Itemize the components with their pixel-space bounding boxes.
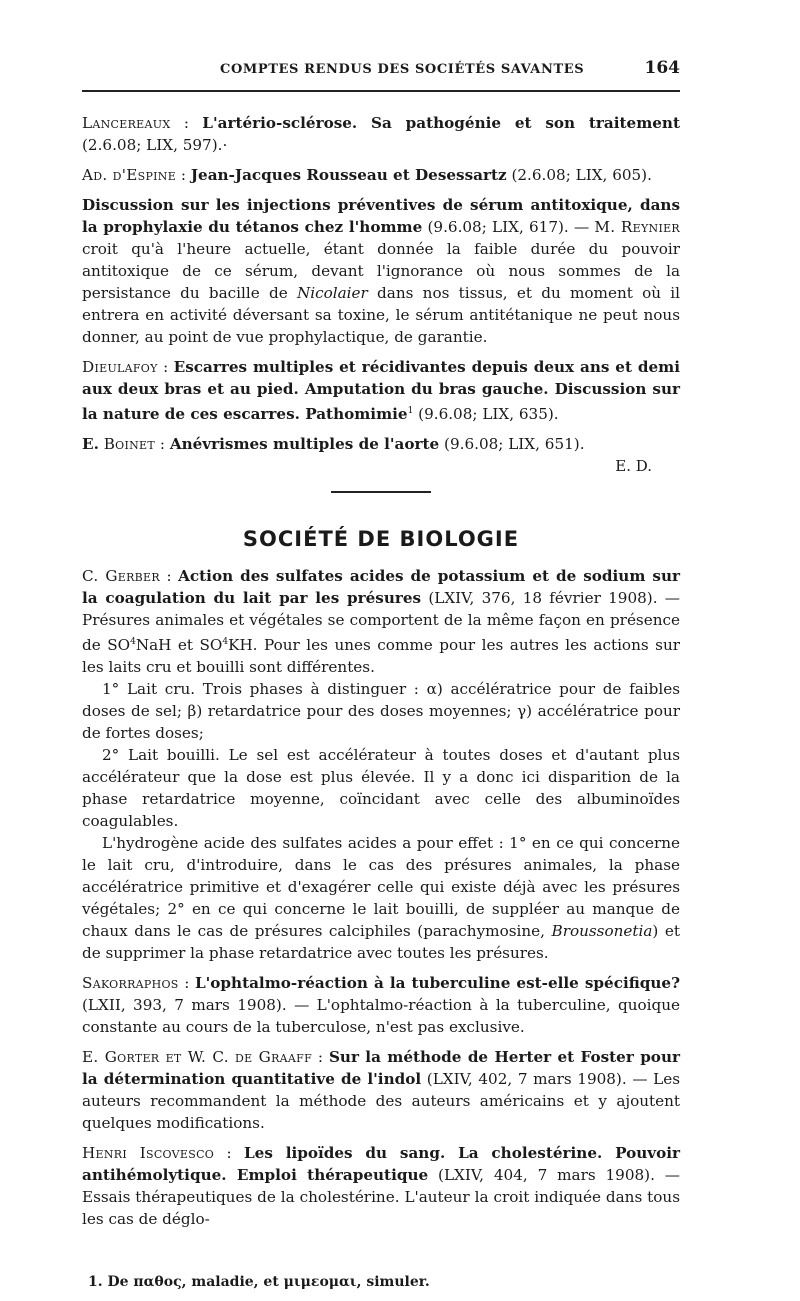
entry-ref: NaH et SO — [135, 636, 223, 655]
entry-ref: (2.6.08; LIX, 597).· — [82, 136, 228, 154]
entry-author: E. Gorter et W. C. de Graaff — [82, 1048, 313, 1067]
paragraph-lait-cru: 1° Lait cru. Trois phases à distinguer : α) accélératrice pour de faibles doses de sel; β) retardatrice pour des doses moyennes; γ) accélératrice pour de fortes doses; — [82, 680, 680, 743]
entry-title: Escarres multiples et récidivantes depuis deux ans et demi aux deux bras et au pied. Amputation du bras gauche. Discussion sur la nature de ces escarres. Pathomimie — [82, 358, 680, 424]
entry-iscovesco: Henri Iscovesco : Les lipoïdes du sang. La cholestérine. Pouvoir antihémolytique. Emploi thérapeutique (LXIV, 404, 7 mars 1908). — Essais thérapeutiques de la cholestérine. L'auteur la croit indiquée dans tous les cas de déglo- — [82, 1144, 681, 1229]
entry-body: croit qu'à l'heure actuelle, étant donnée la faible durée du pouvoir antitoxique de ce sérum, devant l'ignorance où nous sommes de la persistance du bacille de — [82, 240, 680, 302]
entry-author: Henri Iscovesco — [82, 1144, 215, 1163]
paragraph-italic: Broussonetia — [551, 922, 653, 941]
entry-prefix: E. — [82, 435, 99, 454]
entry-title: Action des sulfates acides de potassium et de sodium sur la coagulation du lait par les présures — [82, 567, 680, 608]
entry-author: M. Reynier — [594, 218, 681, 236]
entry-gorter: E. Gorter et W. C. de Graaff : Sur la méthode de Herter et Foster pour la détermination quantitative de l'indol (LXIV, 402, 7 mars 1908). — Les auteurs recommandent la méthode des auteurs américains et y ajoutent quelques modifications. — [82, 1048, 681, 1133]
entry-title: L'artério-sclérose. Sa pathogénie et son traitement — [202, 114, 680, 132]
section-divider — [331, 491, 431, 493]
entry-author: Ad. d'Espine — [82, 166, 177, 184]
footnote-mark[interactable]: 1 — [407, 406, 414, 416]
entry-lancereaux: Lancereaux : L'artério-sclérose. Sa pathogénie et son traitement (2.6.08; LIX, 597).· — [82, 114, 680, 154]
entry-ref: (LXIV, 404, 7 mars 1908). — Essais thérapeutiques de la cholestérine. L'auteur la croit indiquée dans tous les cas de déglo- — [82, 1166, 680, 1229]
section-title: SOCIÉTÉ DE BIOLOGIE — [242, 527, 520, 552]
entry-ref: (2.6.08; LIX, 605). — [506, 166, 652, 184]
paragraph-text: ) et de supprimer la phase retardatrice avec toutes les présures. — [82, 922, 680, 963]
entry-ref: (9.6.08; LIX, 635). — [413, 405, 559, 424]
paragraph-text: L'hydrogène acide des sulfates acides a pour effet : 1° en ce qui concerne le lait cru, d'introduire, dans le cas des présures animales, la phase accélératrice primitive et d'exagérer celle qui existe déjà avec les présures végétales; 2° en ce qui concerne le lait bouilli, de suppléer au manque de chaux dans le cas de présures calciphiles (parachymosine, — [82, 834, 680, 941]
entry-title: Les lipoïdes du sang. La cholestérine. Pouvoir antihémolytique. Emploi thérapeutique — [82, 1144, 681, 1185]
entry-ref: (LXIV, 402, 7 mars 1908). — Les auteurs recommandent la méthode des auteurs américains et y ajoutent quelques modifications. — [82, 1070, 681, 1133]
entry-author: Boinet — [103, 435, 156, 454]
entry-gerber: C. Gerber : Action des sulfates acides de potassium et de sodium sur la coagulation du lait par les présures (LXIV, 376, 18 février 1908). — Présures animales et végétales se comportent de la même façon en présence de $SO^4NaH$ et $SO^4KH$. Pour les unes comme pour les autres les actions sur les laits cru et bouilli sont différentes. — [82, 567, 680, 677]
running-title: COMPTES RENDUS DES SOCIÉTÉS SAVANTES — [220, 62, 585, 77]
entry-title: Discussion sur les injections préventives de sérum antitoxique, dans la prophylaxie du tétanos chez l'homme — [82, 196, 680, 236]
entry-espine: Ad. d'Espine : Jean-Jacques Rousseau et Desessartz (2.6.08; LIX, 605). — [82, 166, 652, 184]
header-rule — [82, 90, 680, 92]
entry-italic: Nicolaier — [296, 284, 368, 302]
entry-boinet: E. Boinet : Anévrismes multiples de l'aorte (9.6.08; LIX, 651). — [82, 435, 585, 454]
page — [82, 58, 680, 1290]
entry-title: Anévrismes multiples de l'aorte — [169, 435, 440, 454]
footnote: 1. De παθος, maladie, et μιμεομαι, simuler. — [88, 1274, 430, 1291]
entry-ref: (LXII, 393, 7 mars 1908). — L'ophtalmo-réaction à la tuberculine, quoique constante au cours de la tuberculose, n'est pas exclusive. — [82, 996, 680, 1037]
entry-ref: (9.6.08; LIX, 651). — [439, 435, 585, 454]
entry-author: Dieulafoy — [82, 358, 158, 376]
entry-discussion — [82, 194, 680, 348]
entry-ref: KH. Pour les unes comme pour les autres les actions sur les laits cru et bouilli sont différentes. — [82, 636, 680, 677]
entry-author: C. Gerber — [82, 567, 160, 586]
signature: E. D. — [615, 457, 652, 476]
entry-title: Jean-Jacques Rousseau et Desessartz — [190, 166, 507, 184]
entry-dieulafoy: Dieulafoy : Escarres multiples et récidivantes depuis deux ans et demi aux deux bras et au pied. Amputation du bras gauche. Discussion sur la nature de ces escarres. Pathomimie$^1$ (9.6.08; LIX, 635). — [82, 358, 680, 424]
page-header — [82, 58, 680, 78]
entry-author: Sakorraphos — [82, 974, 179, 993]
page-number: 164 — [644, 58, 680, 78]
entry-author: Lancereaux — [82, 114, 171, 132]
entry-ref: (9.6.08; LIX, 617). — — [422, 218, 595, 236]
paragraph-hydrogene — [82, 832, 680, 964]
paragraph-lait-bouilli: 2° Lait bouilli. Le sel est accélérateur à toutes doses et d'autant plus accélérateur que la dose est plus élevée. Il y a donc ici disparition de la phase retardatrice moyenne, coïncidant avec celle des albuminoïdes coagulables. — [82, 746, 680, 831]
entry-body: dans nos tissus, et du moment où il entrera en activité déversant sa toxine, le sérum antitétanique ne peut nous donner, au point de vue prophylactique, de garantie. — [82, 284, 680, 346]
entry-title: Sur la méthode de Herter et Foster pour la détermination quantitative de l'indol — [82, 1048, 680, 1089]
entry-sakorraphos: Sakorraphos : L'ophtalmo-réaction à la tuberculine est-elle spécifique? (LXII, 393, 7 mars 1908). — L'ophtalmo-réaction à la tuberculine, quoique constante au cours de la tuberculose, n'est pas exclusive. — [82, 974, 680, 1037]
subscript-4: 4 — [130, 637, 136, 648]
subscript-4: 4 — [222, 637, 229, 648]
entry-title: L'ophtalmo-réaction à la tuberculine est-elle spécifique? — [194, 974, 680, 993]
entry-ref: (LXIV, 376, 18 février 1908). — Présures animales et végétales se comportent de la même façon en présence de SO — [82, 589, 680, 655]
